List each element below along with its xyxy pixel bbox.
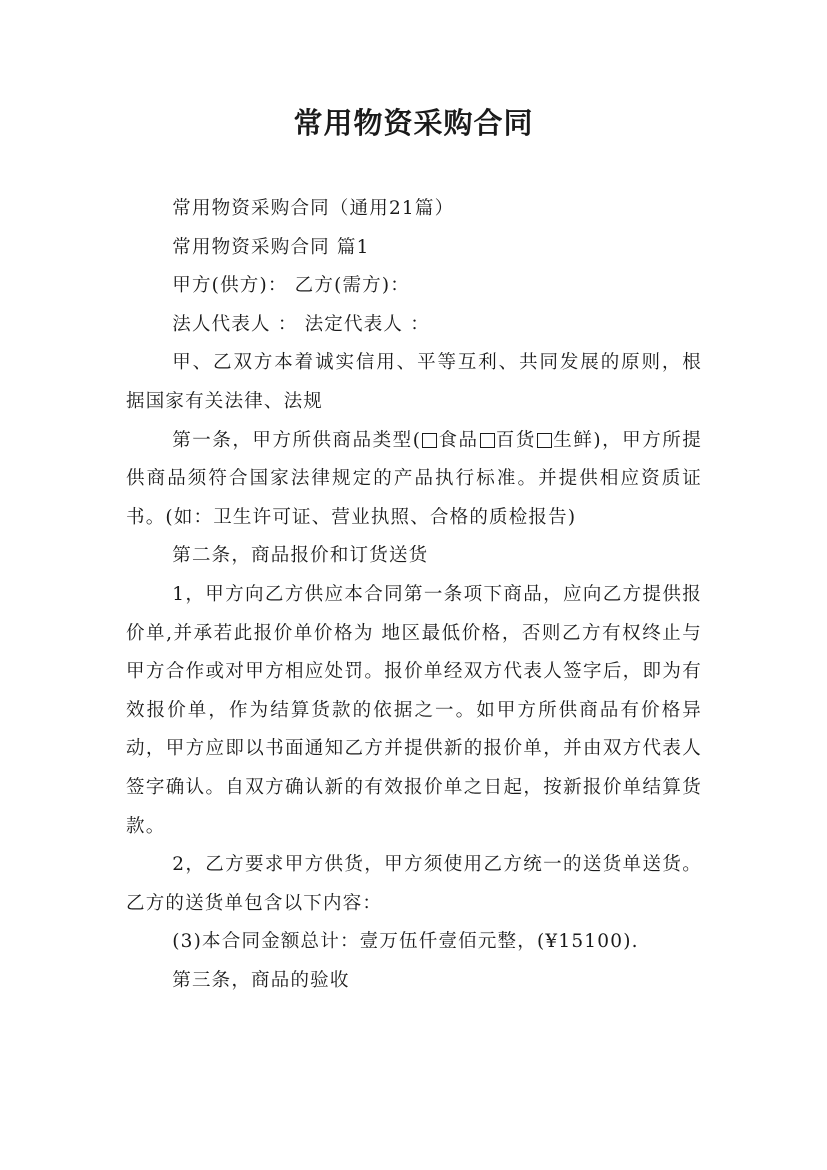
- paragraph-article-2: 第二条，商品报价和订货送货: [172, 545, 429, 567]
- document-title: 常用物资采购合同: [293, 106, 534, 140]
- option-fresh-label: 生鲜: [552, 429, 594, 451]
- paragraph-representatives: 法人代表人 ： 法定代表人 ：: [172, 313, 430, 335]
- paragraph-parties: 甲方(供方)： 乙方(需方)：: [172, 275, 411, 297]
- paragraph-heading-part1: 常用物资采购合同 篇1: [172, 236, 370, 258]
- checkbox-icon: [537, 433, 552, 448]
- paragraph-article-1: [126, 422, 702, 538]
- paragraph-quotation: 1，甲方向乙方供应本合同第一条项下商品，应向乙方提供报价单,并承若此报价单价格为 地区最低价格，否则乙方有权终止与甲方合作或对甲方相应处罚。报价单经双方代表人签字后，即为有效报价单，作为结算货款的依据之一。如甲方所供商品有价格异动，甲方应即以书面通知乙方并提供新的报价单，并由双方代表人签字确认。自双方确认新的有效报价单之日起，按新报价单结算货款。: [126, 583, 702, 837]
- article-1-suffix: )，甲方所提供商品须符合国家法律规定的产品执行标准。并提供相应资质证书。(如：卫生许可证、营业执照、合格的质检报告): [126, 429, 702, 528]
- checkbox-icon: [422, 433, 437, 448]
- option-goods-label: 百货: [495, 429, 536, 451]
- paragraph-amount: (3)本合同金额总计：壹万伍仟壹佰元整，(¥15100).: [172, 931, 639, 953]
- paragraph-principles: 甲、乙双方本着诚实信用、平等互利、共同发展的原则，根据国家有关法律、法规: [126, 352, 702, 412]
- option-food-label: 食品: [438, 429, 479, 451]
- document-body: [126, 190, 702, 1000]
- checkbox-icon: [480, 433, 495, 448]
- article-1-prefix: 第一条，甲方所供商品类型(: [172, 429, 422, 451]
- paragraph-delivery: 2，乙方要求甲方供货，甲方须使用乙方统一的送货单送货。乙方的送货单包含以下内容：: [126, 854, 702, 914]
- paragraph-heading-general: 常用物资采购合同（通用21篇）: [172, 198, 455, 219]
- paragraph-article-3: 第三条，商品的验收: [172, 969, 350, 991]
